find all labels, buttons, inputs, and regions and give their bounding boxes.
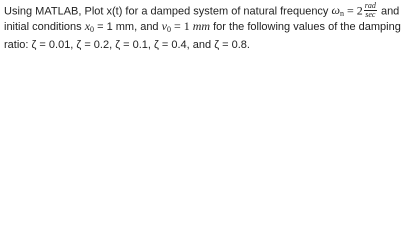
x0-subscript: 0 xyxy=(90,25,95,34)
omega-symbol: ω xyxy=(331,3,340,18)
x0-letter: x xyxy=(84,19,91,33)
fraction-denominator: sec xyxy=(365,10,376,19)
problem-line-3: ratio: ζ = 0.01, ζ = 0.2, ζ = 0.1, ζ = 0.4, and ζ = 0.8. xyxy=(4,38,250,51)
v0-letter: v xyxy=(161,19,167,33)
fraction-numerator: rad xyxy=(364,1,376,10)
problem-line-2 xyxy=(4,19,401,38)
problem-line-1-text: Using MATLAB, Plot x(t) for a damped system of natural frequency xyxy=(4,5,332,18)
problem-statement xyxy=(0,0,401,54)
x0-symbol xyxy=(85,19,94,33)
v0-symbol xyxy=(162,19,171,33)
natural-frequency-symbol xyxy=(332,3,344,17)
problem-line-1 xyxy=(4,1,400,19)
problem-line-2-end: for the following values of the damping xyxy=(210,21,401,33)
rad-per-sec-fraction xyxy=(364,2,377,19)
v0-subscript: 0 xyxy=(166,25,171,34)
v0-unit: mm xyxy=(192,19,211,33)
natural-frequency-value: = 2 xyxy=(343,3,363,18)
v0-value: = 1 xyxy=(170,19,193,33)
omega-subscript: n xyxy=(339,9,344,19)
x0-value: = 1 mm, and xyxy=(94,21,162,33)
problem-line-2-text: initial conditions xyxy=(4,21,85,33)
problem-line-1-end: and xyxy=(377,5,400,18)
